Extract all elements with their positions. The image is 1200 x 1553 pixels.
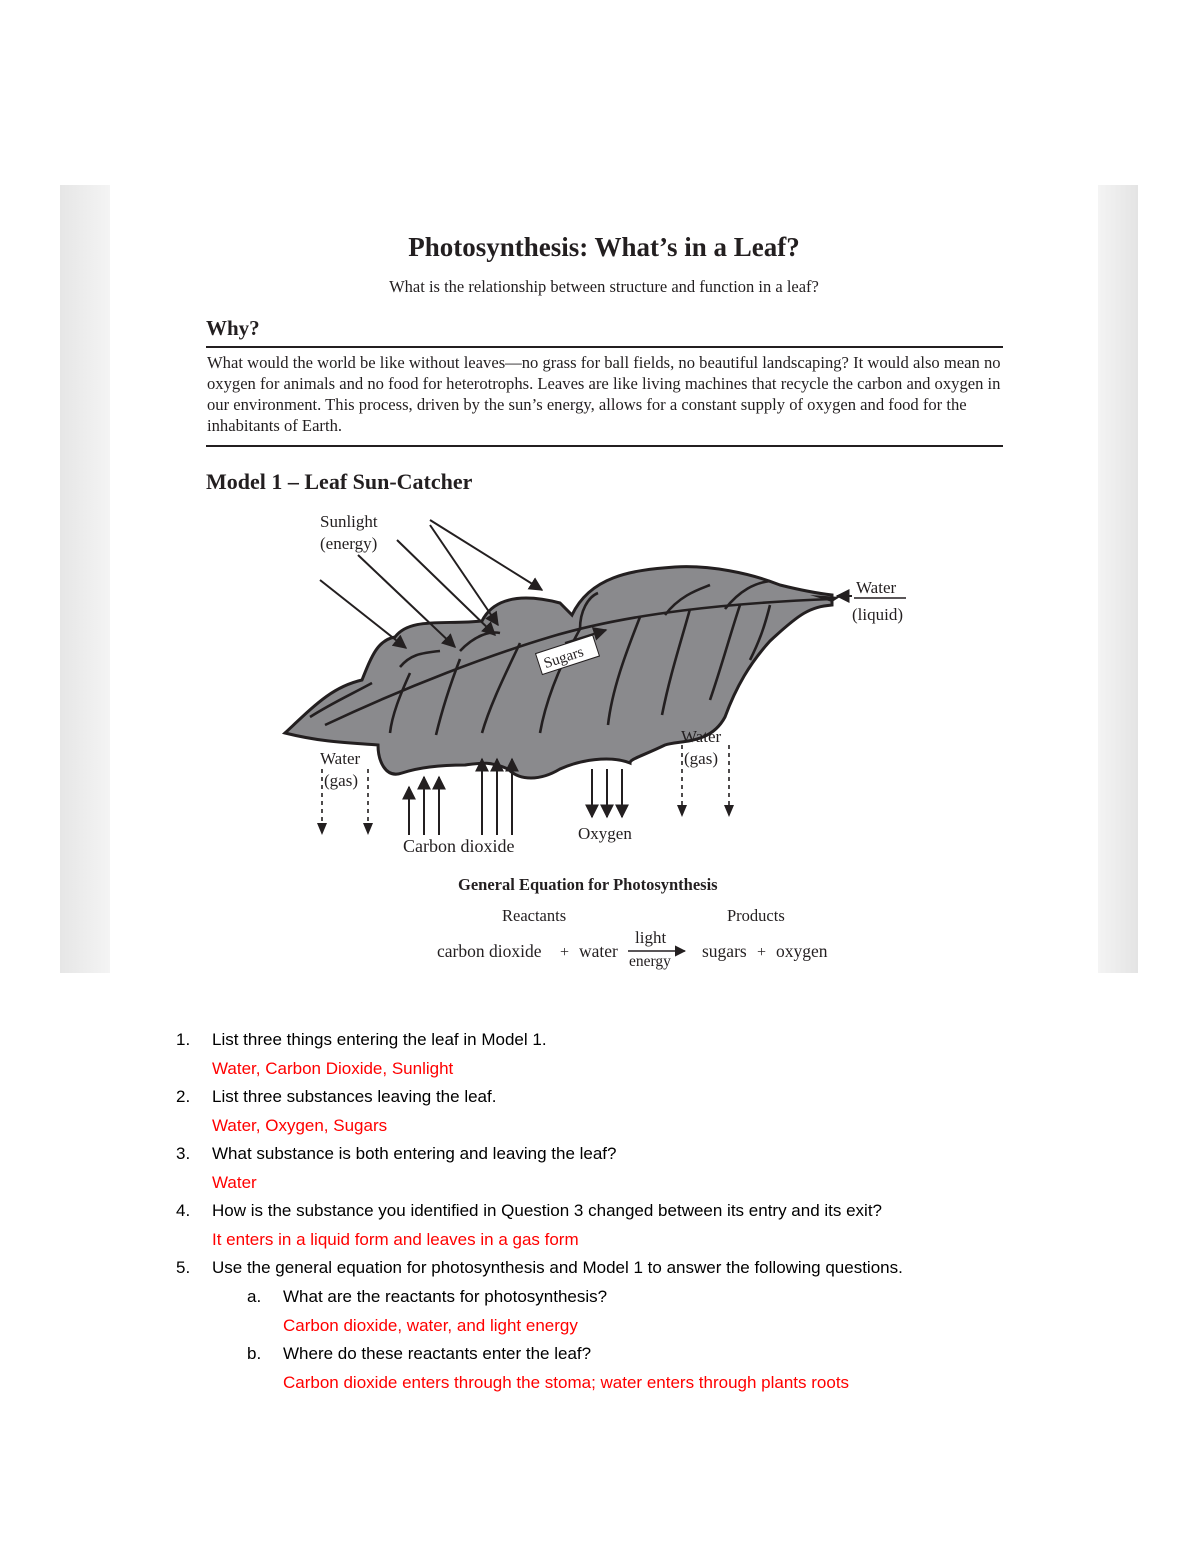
equation-arrow-energy: energy	[629, 953, 671, 970]
water-gas-left-state: (gas)	[324, 771, 358, 790]
answer-text: Water	[212, 1173, 257, 1192]
question-number: 3.	[176, 1144, 191, 1163]
question-number: 1.	[176, 1030, 191, 1049]
image-shadow-right	[1098, 185, 1138, 973]
equation-plus-2: +	[757, 944, 767, 961]
water-gas-right-state: (gas)	[684, 749, 718, 768]
question-number: 5.	[176, 1258, 191, 1277]
sunlight-label-energy: (energy)	[320, 534, 378, 553]
sugars-label: Sugars	[541, 644, 586, 673]
worksheet-subtitle: What is the relationship between structure and function in a leaf?	[389, 277, 819, 296]
answer-text: Carbon dioxide, water, and light energy	[283, 1316, 578, 1335]
worksheet-title: Photosynthesis: What’s in a Leaf?	[408, 232, 800, 262]
water-liquid-label: Water	[856, 578, 897, 597]
answer-text: Carbon dioxide enters through the stoma; water enters through plants roots	[283, 1373, 850, 1392]
equation-water: water	[579, 941, 618, 961]
question-text: What substance is both entering and leaving the leaf?	[212, 1144, 617, 1163]
question-text: List three things entering the leaf in Model 1.	[212, 1030, 547, 1049]
equation-arrow-light: light	[635, 928, 667, 947]
oxygen-arrows	[592, 769, 622, 817]
question-number: 2.	[176, 1087, 191, 1106]
water-gas-left-label: Water	[320, 749, 361, 768]
answer-text: Water, Oxygen, Sugars	[212, 1116, 388, 1135]
carbon-dioxide-label: Carbon dioxide	[403, 836, 515, 856]
products-label: Products	[727, 906, 785, 925]
carbon-dioxide-arrows	[409, 759, 512, 835]
oxygen-label: Oxygen	[578, 824, 632, 843]
image-shadow-left	[60, 185, 110, 973]
subquestion-letter: b.	[247, 1344, 262, 1363]
question-text: Use the general equation for photosynthesis and Model 1 to answer the following questions.	[212, 1258, 903, 1277]
answer-text: Water, Carbon Dioxide, Sunlight	[212, 1059, 454, 1078]
equation-oxygen: oxygen	[776, 941, 828, 961]
why-heading: Why?	[206, 316, 260, 340]
equation-heading: General Equation for Photosynthesis	[458, 875, 718, 894]
sunlight-label: Sunlight	[320, 512, 378, 531]
equation-plus-1: +	[560, 944, 570, 961]
question-text: How is the substance you identified in Question 3 changed between its entry and its exit?	[212, 1201, 883, 1220]
water-liquid-state: (liquid)	[852, 605, 903, 624]
question-text: List three substances leaving the leaf.	[212, 1087, 497, 1106]
leaf-diagram	[110, 185, 1098, 973]
equation-carbon-dioxide: carbon dioxide	[437, 941, 542, 961]
worksheet-page	[110, 185, 1098, 973]
answer-text: It enters in a liquid form and leaves in a gas form	[212, 1230, 579, 1249]
model-heading: Model 1 – Leaf Sun-Catcher	[206, 469, 473, 494]
equation-sugars: sugars	[702, 941, 747, 961]
subquestion-letter: a.	[247, 1287, 262, 1306]
water-gas-right-label: Water	[681, 727, 722, 746]
why-paragraph: What would the world be like without leaves—no grass for ball fields, no beautiful landscaping? It would also mean no oxygen for animals and no food for heterotrophs. Leaves are like living machines that recycle the carbon and oxygen in our environment. This process, driven by the sun’s energy, allows for a constant supply of oxygen and food for the inhabitants of Earth.	[207, 353, 1001, 435]
subquestion-text: What are the reactants for photosynthesis?	[283, 1287, 608, 1306]
question-number: 4.	[176, 1201, 191, 1220]
reactants-label: Reactants	[502, 906, 567, 925]
subquestion-text: Where do these reactants enter the leaf?	[283, 1344, 592, 1363]
